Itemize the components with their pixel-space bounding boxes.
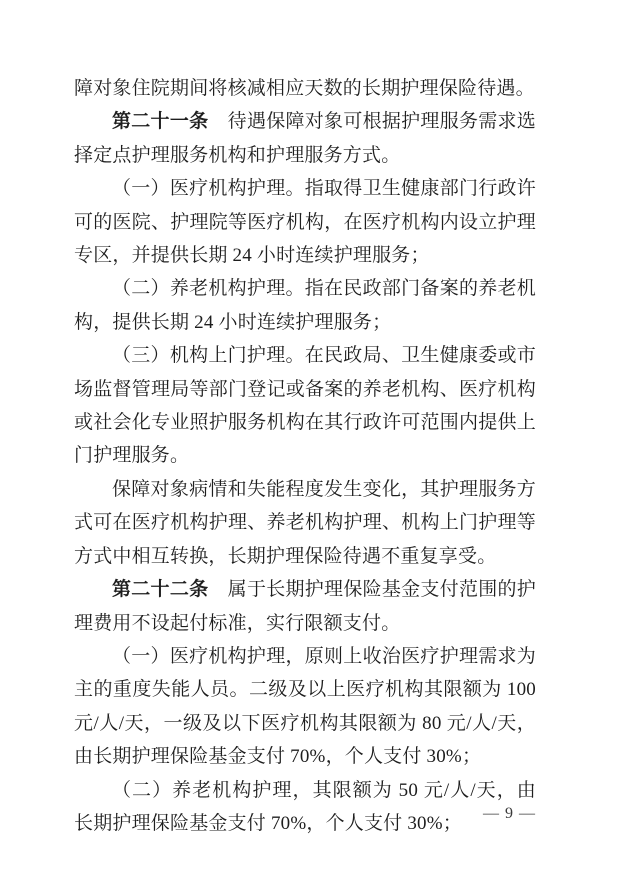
page-footer [483, 803, 536, 825]
body-paragraph: （一）医疗机构护理，原则上收治医疗护理需求为主的重度失能人员。二级及以上医疗机构其限额为 100 元/人/天，一级及以下医疗机构其限额为 80 元/人/天，由长期护理保险基金支付 70%，个人支付 30%； [74, 645, 536, 768]
body-paragraph: （一）医疗机构护理。指取得卫生健康部门行政许可的医院、护理院等医疗机构，在医疗机构内设立护理专区，并提供长期 24 小时连续护理服务； [74, 178, 536, 267]
document-body [74, 72, 536, 840]
article-paragraph: 第二十一条 待遇保障对象可根据护理服务需求选择定点护理服务机构和护理服务方式。 [74, 111, 536, 166]
body-paragraph: （三）机构上门护理。在民政局、卫生健康委或市场监督管理局等部门登记或备案的养老机构、医疗机构或社会化专业照护服务机构在其行政许可范围内提供上门护理服务。 [74, 345, 536, 467]
article-number: 第二十一条 [112, 111, 209, 133]
body-paragraph: （二）养老机构护理。指在民政部门备案的养老机构，提供长期 24 小时连续护理服务； [74, 278, 536, 333]
page-number: — 9 — [483, 805, 536, 822]
article-paragraph: 第二十二条 属于长期护理保险基金支付范围的护理费用不设起付标准，实行限额支付。 [74, 579, 536, 634]
body-paragraph: 障对象住院期间将核减相应天数的长期护理保险待遇。 [74, 78, 535, 99]
article-number: 第二十二条 [112, 579, 209, 601]
body-paragraph: 保障对象病情和失能程度发生变化，其护理服务方式可在医疗机构护理、养老机构护理、机构上门护理等方式中相互转换，长期护理保险待遇不重复享受。 [74, 478, 536, 567]
body-paragraph: （二）养老机构护理，其限额为 50 元/人/天，由长期护理保险基金支付 70%，个人支付 30%； [74, 779, 536, 834]
